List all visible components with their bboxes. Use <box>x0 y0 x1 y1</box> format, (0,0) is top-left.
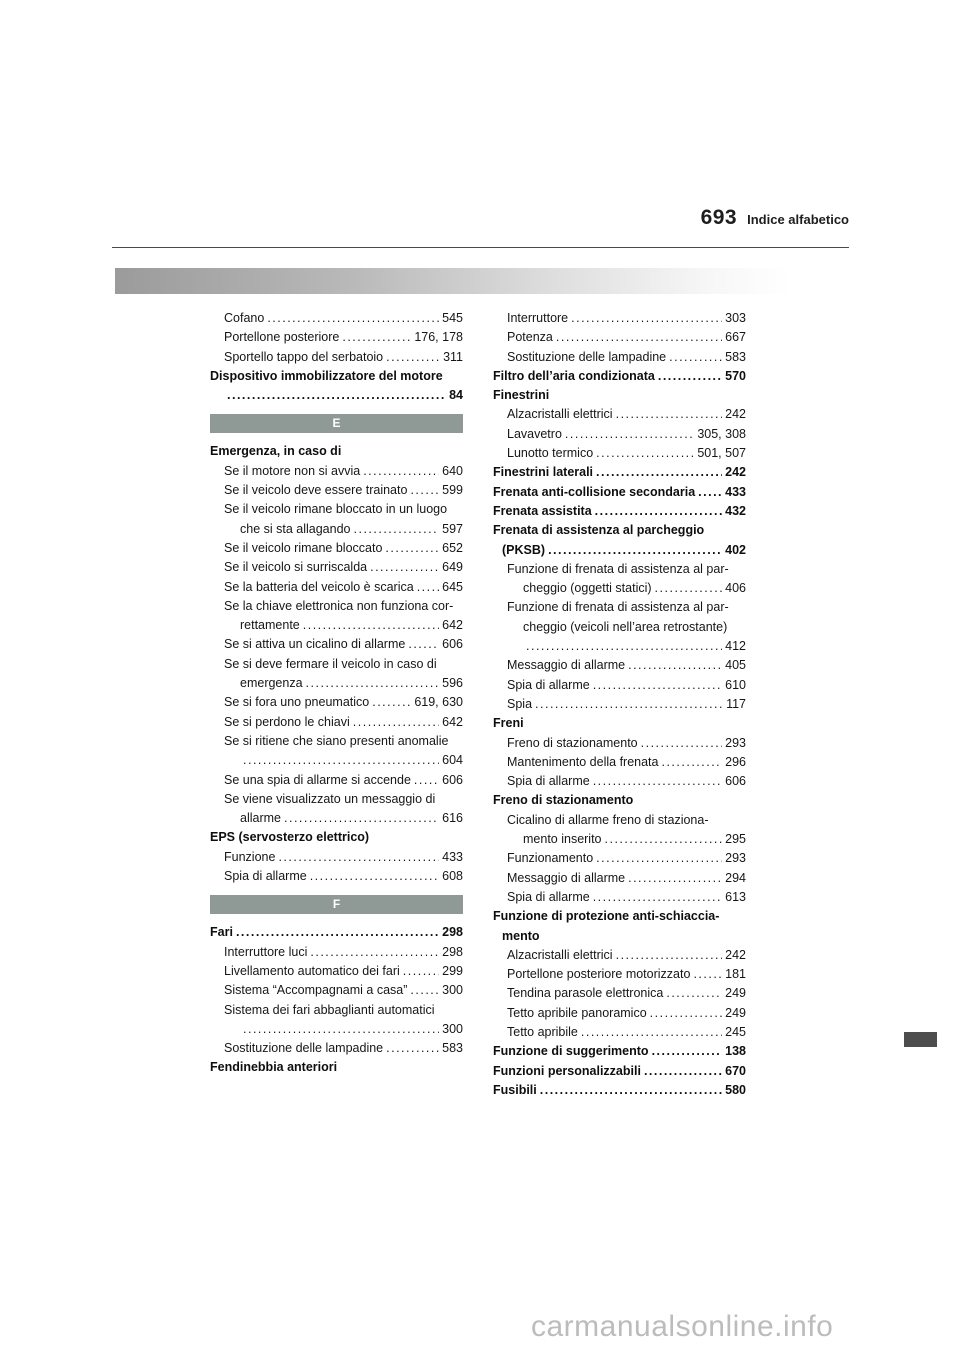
entry-page-number: 583 <box>442 1041 463 1056</box>
entry-page-number: 181 <box>725 967 746 982</box>
entry-text: Sostituzione delle lampadine <box>224 1041 384 1056</box>
entry-text: Se il veicolo deve essere trainato <box>224 483 408 498</box>
entry-text: Messaggio di allarme <box>507 870 626 885</box>
index-entry <box>493 328 746 347</box>
entry-page-number: 606 <box>442 637 463 652</box>
dot-leader <box>565 425 694 444</box>
entry-page-number: 293 <box>725 735 746 750</box>
dot-leader <box>641 734 723 753</box>
index-entry <box>210 442 463 461</box>
entry-text: Se si attiva un cicalino di allarme <box>224 637 406 652</box>
entry-text: Tendina parasole elettronica <box>507 986 664 1001</box>
entry-text: Se viene visualizzato un messaggio di <box>224 791 436 806</box>
entry-page-number: 293 <box>725 851 746 866</box>
entry-text: mento <box>502 928 540 943</box>
entry-text: Tetto apribile panoramico <box>507 1005 647 1020</box>
entry-page-number: 242 <box>725 947 746 962</box>
entry-text: Funzionamento <box>507 851 594 866</box>
dot-leader <box>386 1039 439 1058</box>
entry-page-number: 652 <box>442 540 463 555</box>
index-entry <box>493 907 746 926</box>
entry-text: Fari <box>210 925 233 940</box>
index-entry <box>210 386 463 405</box>
entry-text: emergenza <box>240 676 303 691</box>
index-entry <box>210 520 463 539</box>
entry-text: Finestrini <box>493 388 550 403</box>
entry-page-number: 649 <box>442 560 463 575</box>
entry-text: mento inserito <box>523 832 602 847</box>
index-entry <box>493 888 746 907</box>
index-entry <box>210 309 463 328</box>
entry-page-number: 570 <box>725 368 746 383</box>
entry-page-number: 640 <box>442 463 463 478</box>
index-entry <box>493 676 746 695</box>
index-entry <box>493 714 746 733</box>
entry-text: Frenata anti-collisione secondaria <box>493 484 696 499</box>
index-entry <box>210 809 463 828</box>
index-entry <box>210 578 463 597</box>
index-entry <box>493 753 746 772</box>
index-entry <box>493 811 746 830</box>
index-entry <box>210 367 463 386</box>
dot-leader <box>243 751 439 770</box>
index-entry <box>210 1020 463 1039</box>
gradient-bar <box>115 268 791 294</box>
entry-page-number: 298 <box>442 925 463 940</box>
entry-page-number: 298 <box>442 944 463 959</box>
entry-text: allarme <box>240 811 281 826</box>
entry-text: (PKSB) <box>502 542 546 557</box>
entry-text: Fusibili <box>493 1082 537 1097</box>
entry-text: Fendinebbia anteriori <box>210 1060 338 1075</box>
entry-page-number: 305, 308 <box>697 426 746 441</box>
dot-leader <box>661 753 722 772</box>
dot-leader <box>278 848 439 867</box>
index-entry <box>210 943 463 962</box>
dot-leader <box>650 1004 722 1023</box>
entry-text: Funzione di suggerimento <box>493 1044 649 1059</box>
index-entry <box>210 867 463 886</box>
dot-leader <box>385 539 439 558</box>
entry-text: Portellone posteriore <box>224 330 340 345</box>
dot-leader <box>310 943 439 962</box>
entry-text: Lavavetro <box>507 426 562 441</box>
dot-leader <box>306 674 440 693</box>
entry-page-number: 249 <box>725 1005 746 1020</box>
dot-leader <box>540 1081 722 1100</box>
entry-text: Sostituzione delle lampadine <box>507 349 667 364</box>
dot-leader <box>628 656 722 675</box>
entry-page-number: 604 <box>442 753 463 768</box>
index-entry <box>493 1042 746 1061</box>
entry-text: Livellamento automatico dei fari <box>224 963 400 978</box>
entry-page-number: 616 <box>442 811 463 826</box>
index-entry <box>493 1081 746 1100</box>
entry-text: Cofano <box>224 311 265 325</box>
entry-page-number: 300 <box>442 1021 463 1036</box>
index-entry <box>210 328 463 347</box>
index-entry <box>210 655 463 674</box>
entry-text: Se si ritiene che siano presenti anomalie <box>224 733 449 748</box>
entry-text: Mantenimento della frenata <box>507 754 659 769</box>
index-entry <box>493 367 746 386</box>
entry-page-number: 245 <box>725 1024 746 1039</box>
index-entry <box>493 830 746 849</box>
entry-text: Emergenza, in caso di <box>210 444 342 459</box>
entry-text: cheggio (veicoli nell’area retrostante) <box>523 619 728 634</box>
dot-leader <box>571 309 722 328</box>
entry-text: EPS (servosterzo elettrico) <box>210 830 370 845</box>
entry-text: Funzioni personalizzabili <box>493 1063 641 1078</box>
index-entry <box>493 405 746 424</box>
entry-text: Se il veicolo si surriscalda <box>224 560 368 575</box>
entry-text: Portellone posteriore motorizzato <box>507 967 691 982</box>
index-entry <box>210 828 463 847</box>
dot-leader <box>354 520 440 539</box>
index-entry <box>210 693 463 712</box>
index-entry <box>493 772 746 791</box>
entry-text: Se la chiave elettronica non funziona cor- <box>224 598 454 613</box>
entry-text: che si sta allagando <box>240 521 351 536</box>
dot-leader <box>658 367 722 386</box>
entry-page-number: 249 <box>725 986 746 1001</box>
index-entry <box>210 1058 463 1077</box>
index-entry <box>210 635 463 654</box>
entry-text: Freno di stazionamento <box>507 735 638 750</box>
entry-page-number: 642 <box>442 714 463 729</box>
entry-page-number: 580 <box>725 1082 746 1097</box>
entry-page-number: 642 <box>442 618 463 633</box>
entry-text: rettamente <box>240 618 300 633</box>
dot-leader <box>669 348 722 367</box>
entry-text: Tetto apribile <box>507 1024 578 1039</box>
entry-text: Spia di allarme <box>507 774 590 789</box>
index-entry <box>493 965 746 984</box>
entry-text: Se si fora uno pneumatico <box>224 695 370 710</box>
entry-text: Sistema “Accompagnami a casa” <box>224 983 408 998</box>
dot-leader <box>417 578 439 597</box>
entry-text: Freno di stazionamento <box>493 793 634 808</box>
entry-page-number: 300 <box>442 983 463 998</box>
entry-page-number: 597 <box>442 521 463 536</box>
index-entry <box>493 1062 746 1081</box>
index-entry <box>493 463 746 482</box>
entry-text: Funzione di frenata di assistenza al par- <box>507 600 729 615</box>
entry-text: Frenata assistita <box>493 503 592 518</box>
index-entry <box>210 539 463 558</box>
dot-leader <box>616 946 723 965</box>
entry-page-number: 606 <box>725 774 746 789</box>
entry-text: Sistema dei fari abbaglianti automatici <box>224 1002 435 1017</box>
dot-leader <box>363 462 439 481</box>
page-header <box>112 206 849 230</box>
entry-text: Se il motore non si avvia <box>224 463 361 478</box>
entry-text: Freni <box>493 716 524 731</box>
entry-text: Se il veicolo rimane bloccato <box>224 540 383 555</box>
entry-page-number: 596 <box>442 676 463 691</box>
entry-text: Spia di allarme <box>507 889 590 904</box>
entry-page-number: 412 <box>725 639 746 654</box>
entry-page-number: 610 <box>725 677 746 692</box>
entry-text: Finestrini laterali <box>493 465 594 480</box>
entry-text: Spia <box>507 696 533 711</box>
index-entry <box>210 732 463 751</box>
index-entry <box>493 695 746 714</box>
index-content <box>210 309 746 1100</box>
entry-page-number: 583 <box>725 349 746 364</box>
index-entry <box>493 386 746 405</box>
entry-page-number: 613 <box>725 889 746 904</box>
entry-page-number: 433 <box>725 484 746 499</box>
entry-page-number: 405 <box>725 658 746 673</box>
index-entry <box>493 425 746 444</box>
entry-text: Funzione di protezione anti-schiaccia- <box>493 909 720 924</box>
entry-page-number: 545 <box>442 311 463 325</box>
entry-page-number: 242 <box>725 465 746 480</box>
index-entry <box>210 616 463 635</box>
entry-text: Se la batteria del veicolo è scarica <box>224 579 414 594</box>
entry-page-number: 432 <box>725 503 746 518</box>
index-entry <box>210 1039 463 1058</box>
index-entry <box>493 1023 746 1042</box>
dot-leader <box>593 676 722 695</box>
index-entry <box>210 481 463 500</box>
dot-leader <box>655 579 723 598</box>
entry-page-number: 295 <box>725 832 746 847</box>
entry-page-number: 433 <box>442 849 463 864</box>
entry-page-number: 299 <box>442 963 463 978</box>
dot-leader <box>698 483 722 502</box>
entry-text: Alzacristalli elettrici <box>507 407 613 422</box>
index-entry <box>493 483 746 502</box>
entry-page-number: 645 <box>442 579 463 594</box>
header-section-title: Indice alfabetico <box>747 212 849 227</box>
index-entry <box>493 637 746 656</box>
index-entry <box>493 541 746 560</box>
dot-leader <box>410 481 439 500</box>
entry-text: Se si perdono le chiavi <box>224 714 350 729</box>
entry-text: Filtro dell’aria condizionata <box>493 368 655 383</box>
dot-leader <box>243 1020 439 1039</box>
entry-page-number: 608 <box>442 869 463 884</box>
entry-page-number: 84 <box>449 388 463 403</box>
entry-page-number: 176, 178 <box>414 330 463 345</box>
entry-text: Se il veicolo rimane bloccato in un luogo <box>224 502 448 517</box>
entry-page-number: 606 <box>442 772 463 787</box>
index-entry <box>493 579 746 598</box>
section-letter: F <box>332 897 341 912</box>
index-entry <box>493 656 746 675</box>
section-letter-bar <box>210 895 463 914</box>
dot-leader <box>535 695 723 714</box>
watermark-text: carmanualsonline.info <box>531 1310 834 1343</box>
section-letter: E <box>332 416 341 431</box>
dot-leader <box>666 984 722 1003</box>
entry-page-number: 501, 507 <box>697 446 746 461</box>
index-column-right <box>493 309 746 1100</box>
index-entry <box>210 462 463 481</box>
index-entry <box>493 348 746 367</box>
dot-leader <box>372 693 411 712</box>
entry-page-number: 117 <box>726 696 746 711</box>
dot-leader <box>595 502 722 521</box>
index-entry <box>210 597 463 616</box>
index-entry <box>493 946 746 965</box>
dot-leader <box>342 328 411 347</box>
dot-leader <box>581 1023 722 1042</box>
index-entry <box>493 309 746 328</box>
entry-page-number: 667 <box>725 330 746 345</box>
index-entry <box>493 927 746 946</box>
page-number: 693 <box>700 206 738 229</box>
dot-leader <box>644 1062 722 1081</box>
index-entry <box>493 598 746 617</box>
entry-page-number: 402 <box>725 542 746 557</box>
index-entry <box>493 791 746 810</box>
index-entry <box>210 1001 463 1020</box>
dot-leader <box>548 541 722 560</box>
dot-leader <box>403 962 439 981</box>
dot-leader <box>596 849 722 868</box>
index-entry <box>493 849 746 868</box>
index-entry <box>493 618 746 637</box>
dot-leader <box>370 558 439 577</box>
entry-text: Dispositivo immobilizzatore del motore <box>210 368 443 383</box>
entry-text: Cicalino di allarme freno di staziona- <box>507 812 709 827</box>
index-entry <box>493 502 746 521</box>
dot-leader <box>596 444 694 463</box>
index-entry <box>210 962 463 981</box>
dot-leader <box>652 1042 723 1061</box>
dot-leader <box>303 616 439 635</box>
dot-leader <box>386 348 440 367</box>
index-entry <box>210 500 463 519</box>
index-entry <box>210 981 463 1000</box>
entry-page-number: 296 <box>725 754 746 769</box>
entry-page-number: 303 <box>725 311 746 325</box>
dot-leader <box>616 405 723 424</box>
index-entry <box>493 869 746 888</box>
entry-text: Potenza <box>507 330 553 345</box>
entry-text: Funzione di frenata di assistenza al par- <box>507 561 729 576</box>
index-entry <box>493 521 746 540</box>
entry-page-number: 406 <box>725 581 746 596</box>
entry-text: Se si deve fermare il veicolo in caso di <box>224 656 437 671</box>
dot-leader <box>408 635 439 654</box>
dot-leader <box>410 981 439 1000</box>
entry-text: Interruttore <box>507 311 569 325</box>
entry-text: Messaggio di allarme <box>507 658 626 673</box>
index-entry <box>210 713 463 732</box>
dot-leader <box>236 923 439 942</box>
index-entry <box>210 923 463 942</box>
index-entry <box>210 751 463 770</box>
index-entry <box>210 674 463 693</box>
entry-text: Se una spia di allarme si accende <box>224 772 411 787</box>
header-rule <box>112 247 849 248</box>
index-entry <box>210 771 463 790</box>
entry-text: Alzacristalli elettrici <box>507 947 613 962</box>
dot-leader <box>227 386 446 405</box>
entry-page-number: 619, 630 <box>414 695 463 710</box>
dot-leader <box>593 888 722 907</box>
entry-page-number: 670 <box>725 1063 746 1078</box>
dot-leader <box>596 463 722 482</box>
entry-page-number: 138 <box>725 1044 746 1059</box>
entry-page-number: 311 <box>443 349 463 364</box>
index-entry <box>210 558 463 577</box>
index-entry <box>493 1004 746 1023</box>
index-entry <box>493 560 746 579</box>
dot-leader <box>526 637 722 656</box>
dot-leader <box>267 309 439 328</box>
dot-leader <box>693 965 722 984</box>
dot-leader <box>414 771 439 790</box>
entry-text: Lunotto termico <box>507 446 594 461</box>
page-edge-tab <box>904 1032 937 1047</box>
index-entry <box>210 790 463 809</box>
entry-text: Spia di allarme <box>224 869 307 884</box>
dot-leader <box>284 809 439 828</box>
entry-text: Spia di allarme <box>507 677 590 692</box>
index-entry <box>493 444 746 463</box>
dot-leader <box>310 867 439 886</box>
section-letter-bar <box>210 414 463 433</box>
dot-leader <box>556 328 722 347</box>
dot-leader <box>605 830 723 849</box>
entry-page-number: 242 <box>725 407 746 422</box>
entry-text: Interruttore luci <box>224 944 308 959</box>
entry-text: Funzione <box>224 849 276 864</box>
entry-page-number: 294 <box>725 870 746 885</box>
dot-leader <box>353 713 439 732</box>
index-entry <box>210 848 463 867</box>
index-column-left <box>210 309 463 1100</box>
index-entry <box>210 348 463 367</box>
index-entry <box>493 734 746 753</box>
index-entry <box>493 984 746 1003</box>
dot-leader <box>628 869 722 888</box>
entry-text: Sportello tappo del serbatoio <box>224 349 384 364</box>
entry-text: Frenata di assistenza al parcheggio <box>493 523 705 538</box>
entry-text: cheggio (oggetti statici) <box>523 581 652 596</box>
dot-leader <box>593 772 722 791</box>
entry-page-number: 599 <box>442 483 463 498</box>
